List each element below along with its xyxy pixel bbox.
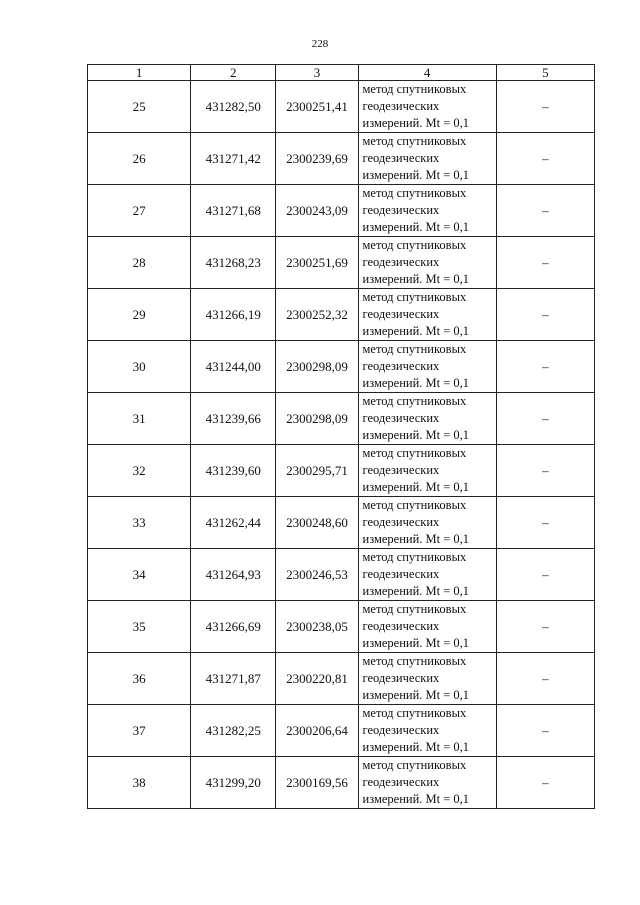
table-row	[88, 133, 595, 185]
note-cell: –	[496, 549, 594, 601]
method-line: метод спутниковых	[362, 134, 467, 148]
point-number-cell: 34	[88, 549, 191, 601]
point-number-cell: 36	[88, 653, 191, 705]
method-line: геодезических	[362, 151, 440, 165]
method-cell	[358, 237, 496, 289]
method-cell	[358, 341, 496, 393]
note-cell: –	[496, 393, 594, 445]
table-row	[88, 185, 595, 237]
table-row	[88, 601, 595, 653]
method-line: метод спутниковых	[362, 706, 467, 720]
x-coordinate-cell: 431239,66	[191, 393, 276, 445]
y-coordinate-cell: 2300251,41	[276, 81, 358, 133]
method-line: измерений. Mt = 0,1	[362, 532, 470, 546]
y-coordinate-cell: 2300295,71	[276, 445, 358, 497]
note-cell: –	[496, 445, 594, 497]
x-coordinate-cell: 431264,93	[191, 549, 276, 601]
y-coordinate-cell: 2300238,05	[276, 601, 358, 653]
method-cell	[358, 81, 496, 133]
point-number-cell: 26	[88, 133, 191, 185]
table-row	[88, 445, 595, 497]
method-line: метод спутниковых	[362, 82, 467, 96]
table-row	[88, 81, 595, 133]
y-coordinate-cell: 2300206,64	[276, 705, 358, 757]
y-coordinate-cell: 2300251,69	[276, 237, 358, 289]
table-row	[88, 705, 595, 757]
point-number-cell: 29	[88, 289, 191, 341]
method-line: метод спутниковых	[362, 602, 467, 616]
note-cell: –	[496, 601, 594, 653]
point-number-cell: 35	[88, 601, 191, 653]
method-line: геодезических	[362, 255, 440, 269]
method-line: измерений. Mt = 0,1	[362, 428, 470, 442]
note-cell: –	[496, 133, 594, 185]
note-cell: –	[496, 653, 594, 705]
y-coordinate-cell: 2300252,32	[276, 289, 358, 341]
x-coordinate-cell: 431239,60	[191, 445, 276, 497]
point-number-cell: 27	[88, 185, 191, 237]
method-line: геодезических	[362, 515, 440, 529]
x-coordinate-cell: 431262,44	[191, 497, 276, 549]
table-row	[88, 289, 595, 341]
method-cell	[358, 289, 496, 341]
table-row	[88, 653, 595, 705]
y-coordinate-cell: 2300298,09	[276, 393, 358, 445]
method-line: метод спутниковых	[362, 550, 467, 564]
note-cell: –	[496, 81, 594, 133]
method-line: метод спутниковых	[362, 290, 467, 304]
x-coordinate-cell: 431244,00	[191, 341, 276, 393]
point-number-cell: 38	[88, 757, 191, 809]
table-row	[88, 757, 595, 809]
method-cell	[358, 705, 496, 757]
method-line: измерений. Mt = 0,1	[362, 584, 470, 598]
note-cell: –	[496, 497, 594, 549]
method-line: измерений. Mt = 0,1	[362, 272, 470, 286]
point-number-cell: 25	[88, 81, 191, 133]
method-line: геодезических	[362, 775, 440, 789]
method-line: измерений. Mt = 0,1	[362, 116, 470, 130]
method-cell	[358, 757, 496, 809]
method-line: измерений. Mt = 0,1	[362, 480, 470, 494]
method-line: метод спутниковых	[362, 654, 467, 668]
table-row	[88, 341, 595, 393]
method-cell	[358, 393, 496, 445]
note-cell: –	[496, 185, 594, 237]
method-cell	[358, 133, 496, 185]
y-coordinate-cell: 2300298,09	[276, 341, 358, 393]
point-number-cell: 30	[88, 341, 191, 393]
x-coordinate-cell: 431282,50	[191, 81, 276, 133]
method-line: геодезических	[362, 99, 440, 113]
point-number-cell: 37	[88, 705, 191, 757]
method-cell	[358, 497, 496, 549]
method-line: геодезических	[362, 723, 440, 737]
column-header-4: 4	[358, 65, 496, 81]
method-line: геодезических	[362, 567, 440, 581]
method-line: метод спутниковых	[362, 238, 467, 252]
method-cell	[358, 653, 496, 705]
note-cell: –	[496, 341, 594, 393]
x-coordinate-cell: 431299,20	[191, 757, 276, 809]
method-line: измерений. Mt = 0,1	[362, 688, 470, 702]
method-cell	[358, 445, 496, 497]
table-row	[88, 497, 595, 549]
note-cell: –	[496, 757, 594, 809]
note-cell: –	[496, 705, 594, 757]
method-line: метод спутниковых	[362, 498, 467, 512]
note-cell: –	[496, 289, 594, 341]
method-line: геодезических	[362, 359, 440, 373]
method-line: метод спутниковых	[362, 446, 467, 460]
x-coordinate-cell: 431271,68	[191, 185, 276, 237]
page-number: 228	[311, 38, 329, 50]
point-number-cell: 31	[88, 393, 191, 445]
coordinates-table	[87, 64, 595, 809]
x-coordinate-cell: 431271,87	[191, 653, 276, 705]
method-line: геодезических	[362, 307, 440, 321]
method-line: измерений. Mt = 0,1	[362, 740, 470, 754]
y-coordinate-cell: 2300248,60	[276, 497, 358, 549]
y-coordinate-cell: 2300169,56	[276, 757, 358, 809]
method-line: измерений. Mt = 0,1	[362, 220, 470, 234]
method-line: метод спутниковых	[362, 186, 467, 200]
x-coordinate-cell: 431266,19	[191, 289, 276, 341]
point-number-cell: 33	[88, 497, 191, 549]
column-header-3: 3	[276, 65, 358, 81]
y-coordinate-cell: 2300239,69	[276, 133, 358, 185]
y-coordinate-cell: 2300243,09	[276, 185, 358, 237]
x-coordinate-cell: 431268,23	[191, 237, 276, 289]
table-body	[88, 81, 595, 809]
method-line: измерений. Mt = 0,1	[362, 324, 470, 338]
method-line: метод спутниковых	[362, 342, 467, 356]
method-line: измерений. Mt = 0,1	[362, 792, 470, 806]
method-cell	[358, 549, 496, 601]
x-coordinate-cell: 431282,25	[191, 705, 276, 757]
method-line: геодезических	[362, 671, 440, 685]
method-line: геодезических	[362, 411, 440, 425]
column-header-2: 2	[191, 65, 276, 81]
x-coordinate-cell: 431266,69	[191, 601, 276, 653]
point-number-cell: 32	[88, 445, 191, 497]
table-row	[88, 237, 595, 289]
method-line: геодезических	[362, 463, 440, 477]
method-line: геодезических	[362, 203, 440, 217]
method-line: метод спутниковых	[362, 758, 467, 772]
method-line: измерений. Mt = 0,1	[362, 168, 470, 182]
table-row	[88, 393, 595, 445]
method-line: измерений. Mt = 0,1	[362, 376, 470, 390]
method-line: измерений. Mt = 0,1	[362, 636, 470, 650]
method-line: геодезических	[362, 619, 440, 633]
column-header-5: 5	[496, 65, 594, 81]
method-cell	[358, 601, 496, 653]
x-coordinate-cell: 431271,42	[191, 133, 276, 185]
column-header-1: 1	[88, 65, 191, 81]
method-cell	[358, 185, 496, 237]
method-line: метод спутниковых	[362, 394, 467, 408]
note-cell: –	[496, 237, 594, 289]
y-coordinate-cell: 2300220,81	[276, 653, 358, 705]
table-header-row	[88, 65, 595, 81]
table-row	[88, 549, 595, 601]
point-number-cell: 28	[88, 237, 191, 289]
y-coordinate-cell: 2300246,53	[276, 549, 358, 601]
